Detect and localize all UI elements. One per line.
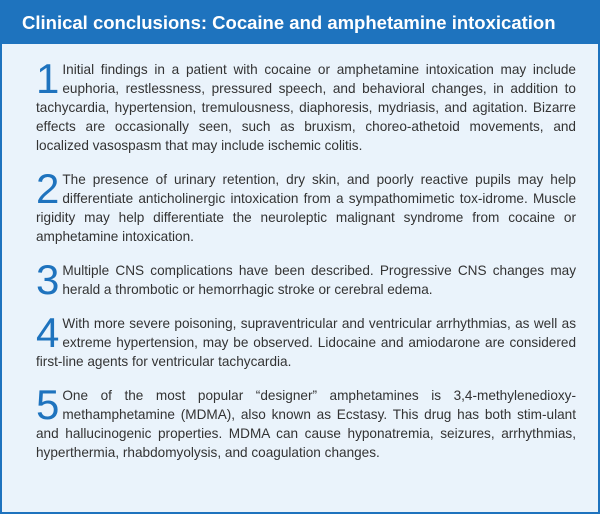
list-item-2	[36, 165, 576, 246]
item-text: Multiple CNS complications have been described. Progressive CNS changes may herald a thrombotic or hemorrhagic stroke or cerebral edema.	[62, 263, 576, 297]
item-number: 4	[36, 309, 60, 356]
list-item-1	[36, 55, 576, 155]
item-text: Initial findings in a patient with cocaine or amphetamine intoxication may include euphoria, restlessness, pressured speech, and behavioral changes, in addition to tachycardia, hypertension, tremulousness, diaphoresis, mydriasis, and agitation. Bizarre effects are occasionally seen, such as bruxism, choreo-athetoid movements, and localized vasospasm that may include ischemic colitis.	[36, 62, 576, 153]
item-number: 3	[36, 256, 60, 303]
item-text: With more severe poisoning, supraventricular and ventricular arrhythmias, as well as extreme hypertension, may be observed. Lidocaine and amiodarone are considered first-line agents for ventricular tachycardia.	[36, 316, 576, 369]
conclusions-list	[36, 55, 576, 477]
item-number: 2	[36, 165, 60, 212]
list-item-5	[36, 381, 576, 462]
item-number: 1	[36, 55, 60, 102]
item-number: 5	[36, 381, 60, 428]
list-item-4	[36, 309, 576, 371]
box-title: Clinical conclusions: Cocaine and amphetamine intoxication	[2, 2, 598, 44]
item-text: One of the most popular “designer” amphetamines is 3,4-methylenedioxy-methamphetamine (MDMA), also known as Ecstasy. This drug has both stim-ulant and hallucinogenic properties. MDMA can cause hyponatremia, seizures, arrhythmias, hyperthermia, rhabdomyolysis, and coagulation changes.	[36, 388, 576, 460]
item-text: The presence of urinary retention, dry skin, and poorly reactive pupils may help differentiate anticholinergic intoxication from a sympathomimetic tox-idrome. Muscle rigidity may help differentiate the neuroleptic malignant syndrome from cocaine or amphetamine intoxication.	[36, 172, 576, 244]
list-item-3	[36, 256, 576, 303]
